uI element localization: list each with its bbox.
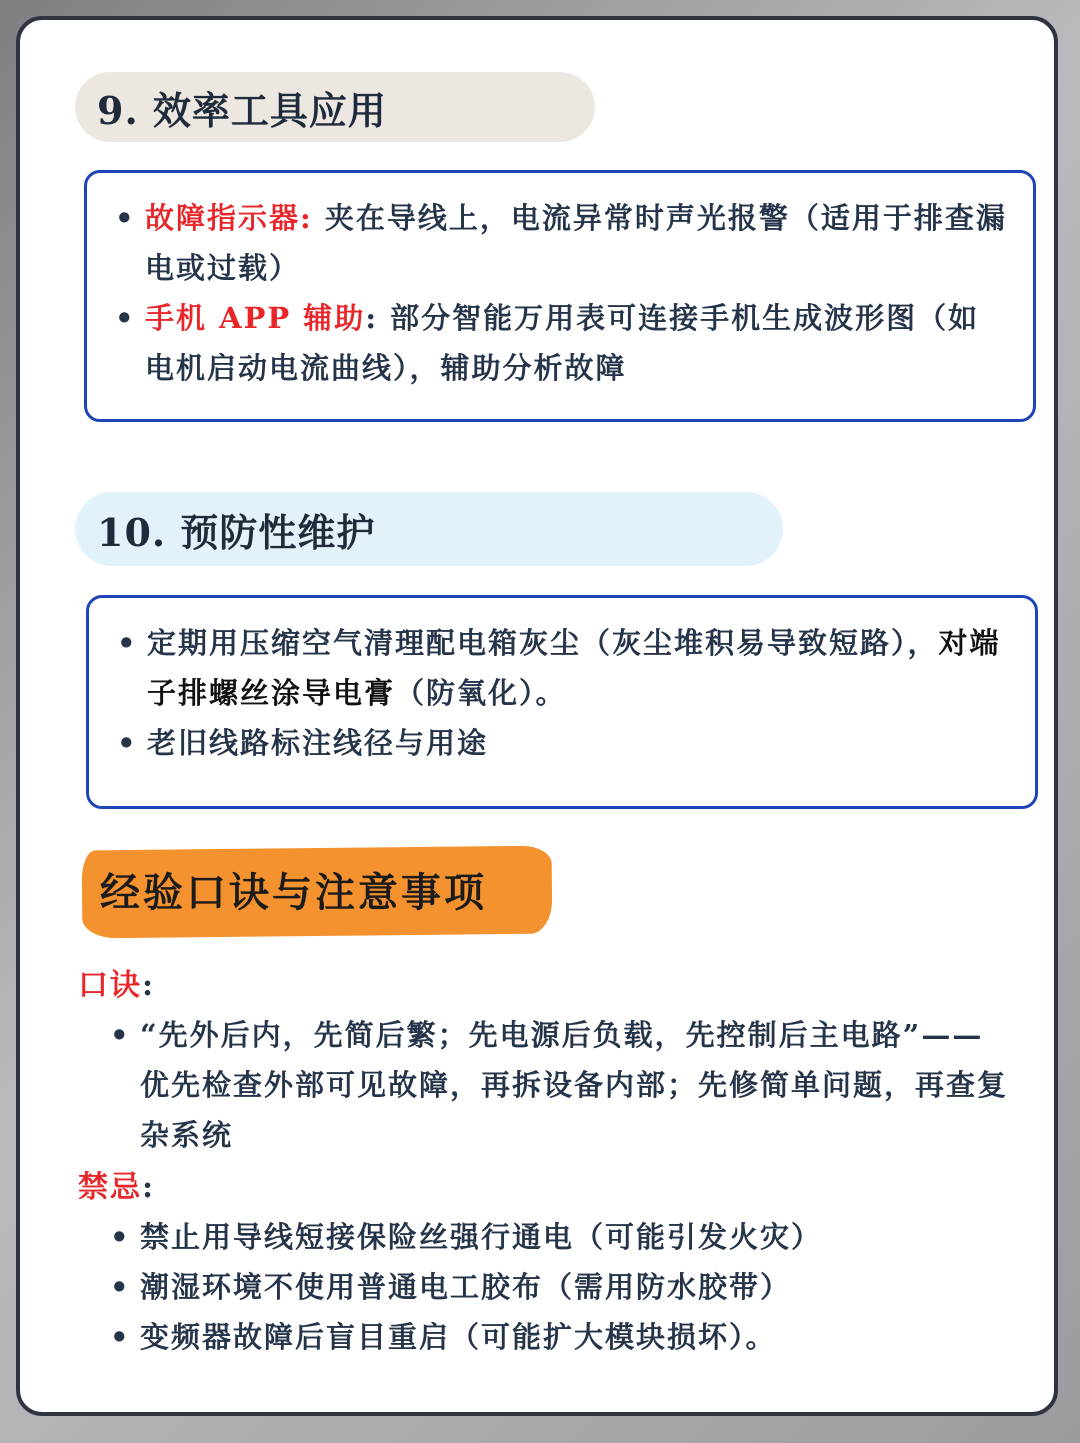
section-9-heading — [75, 72, 595, 142]
list-item — [108, 1312, 1008, 1362]
item-text: 定期用压缩空气清理配电箱灰尘（灰尘堆积易导致短路）， — [147, 626, 939, 660]
taboo-colon: : — [142, 1170, 156, 1205]
content-card — [16, 16, 1058, 1416]
item-text: 变频器故障后盲目重启（可能扩大模块损坏）。 — [140, 1320, 777, 1354]
section-9-title: 9. 效率工具应用 — [97, 87, 387, 133]
mnemonic-label — [78, 960, 155, 1004]
mnemonic-colon: : — [142, 968, 156, 1003]
item-label: 故障指示器: — [145, 201, 313, 235]
list-item — [108, 1212, 1008, 1262]
item-tail-text: （防氧化）。 — [395, 676, 567, 710]
item-text: 夹在导线上，电流异常时声光报警（适用于排查漏电或过载） — [145, 201, 1007, 285]
mnemonic-label-text: 口诀 — [78, 968, 142, 1003]
item-text: 潮湿环境不使用普通电工胶布（需用防水胶带） — [140, 1270, 792, 1304]
mnemonic-list — [108, 1010, 1008, 1160]
tips-title: 经验口诀与注意事项 — [100, 869, 487, 916]
list-item — [115, 718, 1011, 768]
list-item — [113, 293, 1009, 393]
item-bold-text: 对端子排螺丝涂导电膏 — [147, 626, 1001, 710]
list-item — [115, 618, 1011, 718]
section-10-title: 10. 预防性维护 — [97, 509, 376, 555]
item-text: 老旧线路标注线径与用途 — [147, 726, 489, 760]
section-10-box — [86, 595, 1038, 809]
section-10-heading — [75, 492, 783, 566]
item-text: “先外后内，先简后繁；先电源后负载，先控制后主电路”—— 优先检查外部可见故障，再拆设备内部；先修简单问题，再查复杂系统 — [140, 1018, 1009, 1152]
item-text: 禁止用导线短接保险丝强行通电（可能引发火灾） — [140, 1220, 823, 1254]
list-item — [108, 1010, 1008, 1160]
item-label: 手机 APP 辅助 — [145, 301, 366, 335]
list-item — [113, 193, 1009, 293]
list-item — [108, 1262, 1008, 1312]
section-9-list — [113, 193, 1009, 393]
taboo-label-text: 禁忌 — [78, 1170, 142, 1205]
section-9-box — [84, 170, 1036, 422]
taboo-label — [78, 1162, 155, 1206]
section-10-list — [115, 618, 1011, 768]
taboo-list — [108, 1212, 1008, 1362]
item-text: : 部分智能万用表可连接手机生成波形图（如电机启动电流曲线），辅助分析故障 — [145, 301, 980, 385]
